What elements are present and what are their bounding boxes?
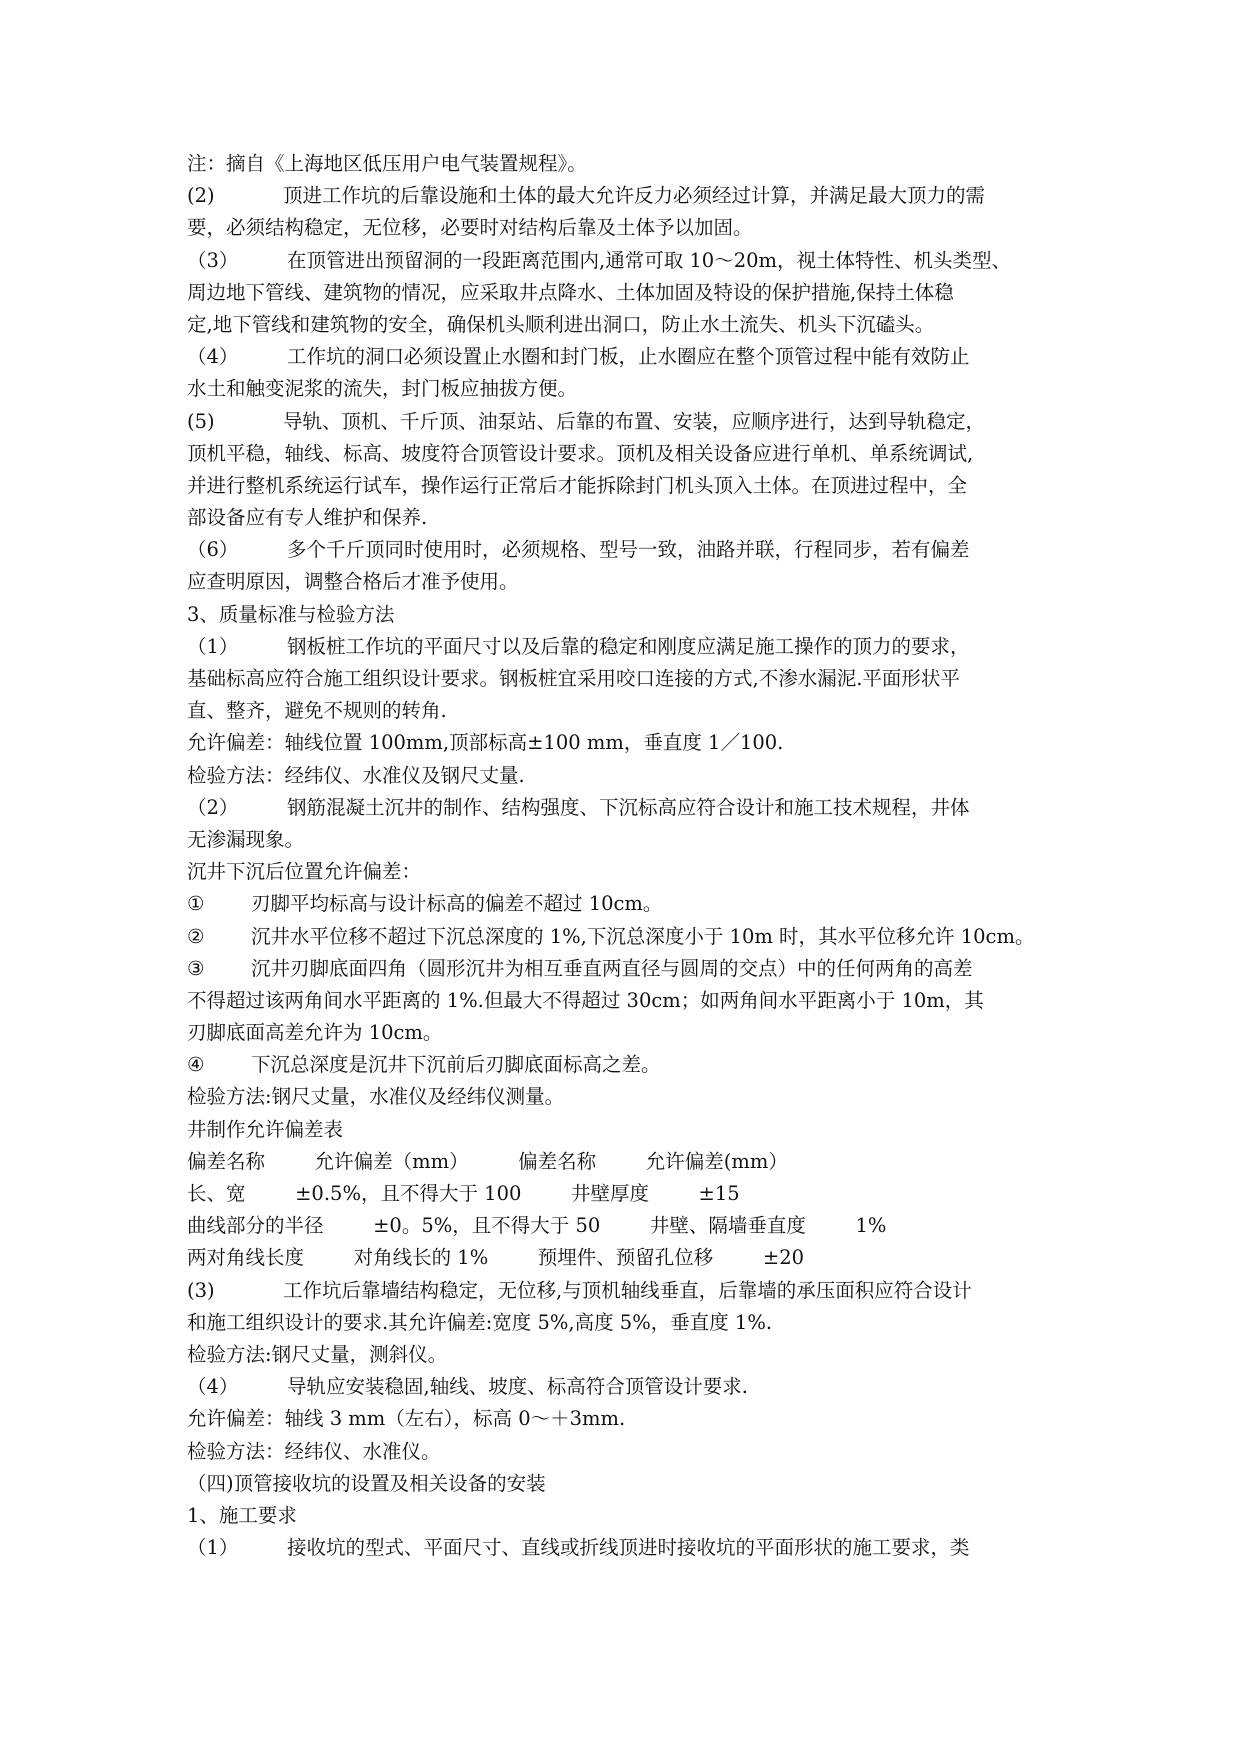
numbered-paragraph: （1） 接收坑的型式、平面尺寸、直线或折线顶进时接收坑的平面形状的施工要求，类 <box>187 1532 1087 1564</box>
numbered-paragraph: （1） 钢板桩工作坑的平面尺寸以及后靠的稳定和刚度应满足施工操作的顶力的要求， <box>187 631 1087 663</box>
text-line: 沉井下沉后位置允许偏差： <box>187 860 422 884</box>
table-title: 井制作允许偏差表 <box>187 1117 344 1141</box>
text-line: 检验方法:钢尺丈量，水准仪及经纬仪测量。 <box>187 1085 565 1109</box>
numbered-paragraph: (2) 顶进工作坑的后靠设施和土体的最大允许反力必须经过计算，并满足最大顶力的需 <box>187 180 1087 212</box>
text-line: 检验方法：经纬仪、水准仪及钢尺丈量. <box>187 763 525 787</box>
section-heading: 1、施工要求 <box>187 1503 297 1527</box>
text-line: 并进行整机系统运行试车，操作运行正常后才能拆除封门机头顶入土体。在顶进过程中，全 <box>187 473 968 497</box>
circled-item: ① 刃脚平均标高与设计标高的偏差不超过 10cm。 <box>187 888 1087 920</box>
item-number: (3) <box>187 1278 215 1302</box>
text-line: 应查明原因，调整合格后才准予使用。 <box>187 570 519 594</box>
text-line: 要，必须结构稳定，无位移，必要时对结构后靠及土体予以加固。 <box>187 216 753 240</box>
circled-item: ④ 下沉总深度是沉井下沉前后刃脚底面标高之差。 <box>187 1049 1087 1081</box>
text-line: 部设备应有专人维护和保养. <box>187 506 428 530</box>
table-header-row: 偏差名称 允许偏差（mm） 偏差名称 允许偏差(mm） <box>187 1149 788 1173</box>
text-line: 检验方法:钢尺丈量，测斜仪。 <box>187 1342 448 1366</box>
item-number: ② <box>187 924 205 948</box>
text-line: 周边地下管线、建筑物的情况，应采取井点降水、土体加固及特设的保护措施,保持土体稳 <box>187 280 954 304</box>
item-number: （3） <box>187 248 239 272</box>
section-heading: （四)顶管接收坑的设置及相关设备的安装 <box>187 1471 546 1495</box>
numbered-paragraph: （6） 多个千斤顶同时使用时，必须规格、型号一致，油路并联，行程同步，若有偏差 <box>187 534 1087 566</box>
text-line: 检验方法：经纬仪、水准仪。 <box>187 1439 441 1463</box>
item-number: ① <box>187 892 205 916</box>
circled-item: ② 沉井水平位移不超过下沉总深度的 1%,下沉总深度小于 10m 时，其水平位移允许 10cm。 <box>187 921 1087 953</box>
document-body <box>187 148 1087 1564</box>
text-line: 刃脚底面高差允许为 10cm。 <box>187 1021 443 1045</box>
item-number: （6） <box>187 538 239 562</box>
item-number: （1） <box>187 634 239 658</box>
item-number: (2) <box>187 184 215 208</box>
section-heading: 3、质量标准与检验方法 <box>187 602 395 626</box>
numbered-paragraph: （2） 钢筋混凝土沉井的制作、结构强度、下沉标高应符合设计和施工技术规程，井体 <box>187 792 1087 824</box>
numbered-paragraph: （4） 导轨应安装稳固,轴线、坡度、标高符合顶管设计要求. <box>187 1371 1087 1403</box>
table-row: 两对角线长度 对角线长的 1% 预埋件、预留孔位移 ±20 <box>187 1246 805 1270</box>
text-line: 注：摘自《上海地区低压用户电气装置规程》。 <box>187 152 587 175</box>
item-number: （1） <box>187 1536 239 1560</box>
text-line: 顶机平稳，轴线、标高、坡度符合顶管设计要求。顶机及相关设备应进行单机、单系统调试, <box>187 441 974 465</box>
item-number: （4） <box>187 345 239 369</box>
text-line: 允许偏差：轴线 3 mm（左右），标高 0～＋3mm. <box>187 1407 626 1431</box>
numbered-paragraph: （4） 工作坑的洞口必须设置止水圈和封门板，止水圈应在整个顶管过程中能有效防止 <box>187 341 1087 373</box>
table-row: 长、宽 ±0.5%，且不得大于 100 井壁厚度 ±15 <box>187 1182 740 1205</box>
item-number: （2） <box>187 795 239 819</box>
item-number: (5) <box>187 409 215 433</box>
numbered-paragraph: (5) 导轨、顶机、千斤顶、油泵站、后靠的布置、安装，应顺序进行，达到导轨稳定， <box>187 406 1087 438</box>
item-number: ③ <box>187 956 205 980</box>
text-line: 直、整齐，避免不规则的转角. <box>187 699 447 723</box>
text-line: 不得超过该两角间水平距离的 1%.但最大不得超过 30cm；如两角间水平距离小于 10m，其 <box>187 988 984 1012</box>
item-number: （4） <box>187 1375 239 1399</box>
item-number: ④ <box>187 1053 205 1077</box>
text-line: 允许偏差：轴线位置 100mm,顶部标高±100 mm，垂直度 1／100. <box>187 731 784 755</box>
table-row: 曲线部分的半径 ±0。5%，且不得大于 50 井壁、隔墙垂直度 1% <box>187 1214 887 1238</box>
text-line: 水土和触变泥浆的流失，封门板应抽拔方便。 <box>187 377 578 401</box>
text-line: 和施工组织设计的要求.其允许偏差:宽度 5%,高度 5%，垂直度 1%. <box>187 1310 773 1334</box>
text-line: 无渗漏现象。 <box>187 827 305 851</box>
text-line: 基础标高应符合施工组织设计要求。钢板桩宜采用咬口连接的方式,不渗水漏泥.平面形状平 <box>187 667 960 690</box>
numbered-paragraph: （3） 在顶管进出预留洞的一段距离范围内,通常可取 10～20m，视土体特性、机头类型、 <box>187 245 1087 277</box>
text-line: 定,地下管线和建筑物的安全，确保机头顺利进出洞口，防止水土流失、机头下沉磕头。 <box>187 312 935 336</box>
circled-item: ③ 沉井刃脚底面四角（圆形沉井为相互垂直两直径与圆周的交点）中的任何两角的高差 <box>187 953 1087 985</box>
numbered-paragraph: (3) 工作坑后靠墙结构稳定，无位移,与顶机轴线垂直，后靠墙的承压面积应符合设计 <box>187 1275 1087 1307</box>
